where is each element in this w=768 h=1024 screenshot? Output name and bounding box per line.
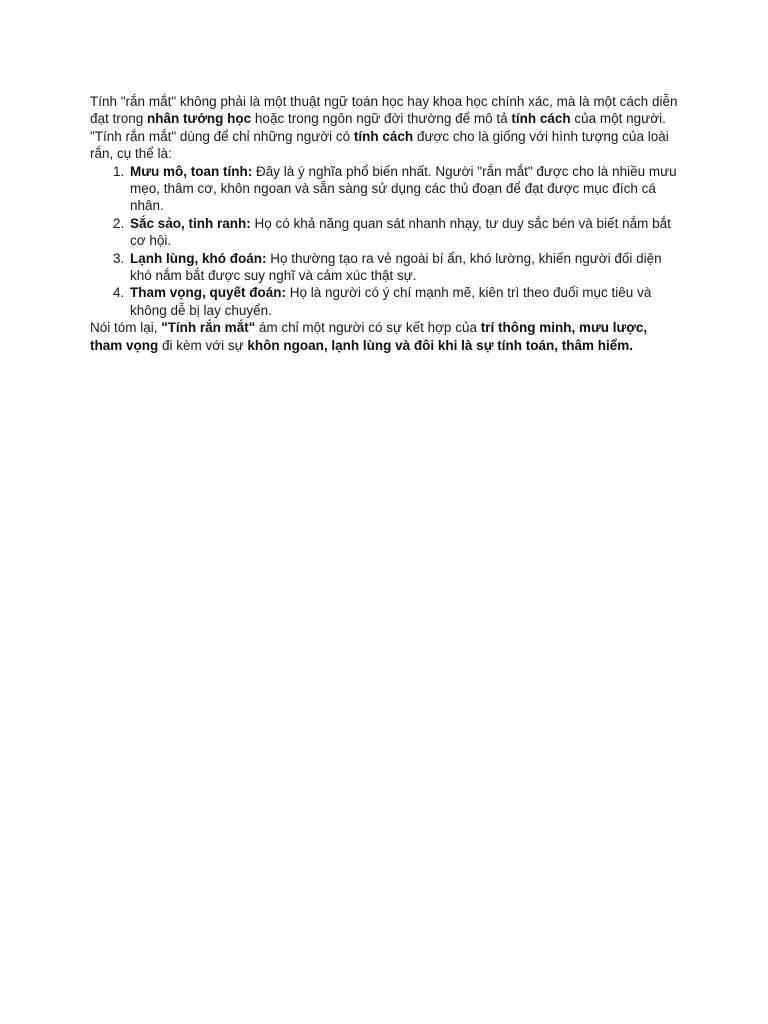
list-item <box>128 250 680 285</box>
summary-paragraph <box>90 319 680 354</box>
list-item-text: Họ là người có ý chí mạnh mẽ, kiên trì theo đuổi mục tiêu và không dễ bị lay chuyển. <box>130 285 652 318</box>
definition-text-2: được cho là giống với hình tượng của loài rắn, cụ thể là: <box>90 128 669 162</box>
summary-bold-2: trí thông minh, mưu lược, tham vọng <box>90 320 648 353</box>
list-item-term: Lạnh lùng, khó đoán: <box>130 250 267 266</box>
summary-text-1: Nói tóm lại, <box>90 320 162 336</box>
list-item-term: Tham vọng, quyết đoán: <box>130 285 287 301</box>
document-body <box>90 93 680 354</box>
summary-bold-1: "Tính rắn mắt" <box>161 320 256 336</box>
summary-text-2: ám chỉ một người có sự kết hợp của <box>255 320 481 336</box>
list-item-term: Sắc sảo, tinh ranh: <box>130 215 251 231</box>
list-item <box>128 284 680 319</box>
intro-text-2: hoặc trong ngôn ngữ đời thường để mô tả <box>251 111 512 127</box>
list-item-text: Họ thường tạo ra vẻ ngoài bí ẩn, khó lường, khiến người đối diện khó nắm bắt được suy nghĩ và cảm xúc thật sự. <box>130 250 662 284</box>
traits-list <box>90 163 680 320</box>
intro-bold-term-1: nhân tướng học <box>147 111 252 127</box>
summary-bold-3: khôn ngoan, lạnh lùng và đôi khi là sự tính toán, thâm hiểm. <box>247 337 633 353</box>
intro-text-1: Tính "rắn mắt" không phải là một thuật ngữ toán học hay khoa học chính xác, mà là một cách diễn đạt trong <box>90 94 678 127</box>
definition-paragraph <box>90 128 680 163</box>
summary-text-3: đi kèm với sự <box>158 337 248 353</box>
intro-paragraph <box>90 93 680 128</box>
definition-text-1: "Tính rắn mắt" dùng để chỉ những người có <box>90 128 354 144</box>
list-item-text: Họ có khả năng quan sát nhanh nhạy, tư duy sắc bén và biết nắm bắt cơ hội. <box>130 215 671 249</box>
list-item-term: Mưu mô, toan tính: <box>130 163 253 179</box>
list-item-text: Đây là ý nghĩa phổ biến nhất. Người "rắn mắt" được cho là nhiều mưu mẹo, thâm cơ, khôn ngoan và sẵn sàng sử dụng các thủ đoạn để đạt được mục đích cá nhân. <box>130 163 677 214</box>
intro-text-3: của một người. <box>570 111 666 127</box>
list-item <box>128 163 680 215</box>
definition-bold-term: tính cách <box>353 128 414 144</box>
list-item <box>128 215 680 250</box>
intro-bold-term-2: tính cách <box>511 111 571 127</box>
